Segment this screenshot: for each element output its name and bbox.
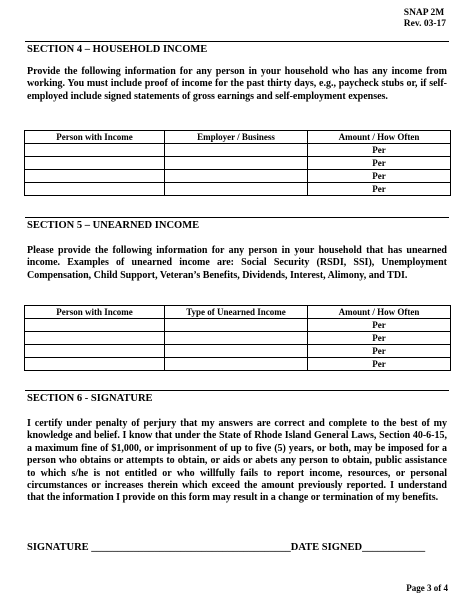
unearned-income-table [24, 305, 451, 371]
section4-title: SECTION 4 – HOUSEHOLD INCOME [27, 44, 208, 55]
form-header [404, 8, 446, 30]
table-row [25, 157, 451, 170]
amount-field[interactable]: Per [308, 157, 451, 170]
employer-field[interactable] [165, 144, 308, 157]
person-field[interactable] [25, 358, 165, 371]
employer-field[interactable] [165, 157, 308, 170]
amount-field[interactable]: Per [308, 345, 451, 358]
table-row [25, 183, 451, 196]
column-header: Amount / How Often [308, 306, 451, 319]
column-header: Person with Income [25, 131, 165, 144]
section-divider [25, 390, 449, 391]
income-type-field[interactable] [165, 332, 308, 345]
employer-field[interactable] [165, 183, 308, 196]
income-type-field[interactable] [165, 358, 308, 371]
date-signed-field[interactable]: ____________ [362, 542, 426, 553]
section-divider [25, 217, 449, 218]
date-signed-label: DATE SIGNED [290, 542, 363, 553]
column-header: Person with Income [25, 306, 165, 319]
certification-statement: I certify under penalty of perjury that my answers are correct and complete to the best of my knowledge and belief. I know that under the State of Rhode Island General Laws, Section 40-6-15, a maximum fine of $1,000, or imprisonment of up to five (5) years, or both, may be imposed for a person who obtains or attempts to obtain, or aids or abets any person to obtain, public assistance to which s/he is not entitled or who willfully fails to report income, resources, or personal circumstances or increases therein which exceed the amount previously reported. I understand that the information I provide on this form may result in a change or termination of my benefits. [27, 418, 447, 504]
amount-field[interactable]: Per [308, 183, 451, 196]
table-header-row [25, 131, 451, 144]
form-id: SNAP 2M [403, 8, 445, 18]
person-field[interactable] [25, 332, 165, 345]
person-field[interactable] [25, 170, 165, 183]
table-row [25, 319, 451, 332]
person-field[interactable] [25, 157, 165, 170]
table-row [25, 144, 451, 157]
signature-row [27, 542, 425, 553]
person-field[interactable] [25, 183, 165, 196]
signature-field[interactable]: ______________________________________ [91, 542, 291, 553]
amount-field[interactable]: Per [308, 332, 451, 345]
employer-field[interactable] [165, 170, 308, 183]
amount-field[interactable]: Per [308, 170, 451, 183]
person-field[interactable] [25, 144, 165, 157]
table-row [25, 170, 451, 183]
section6-title: SECTION 6 - SIGNATURE [27, 393, 153, 404]
table-row [25, 332, 451, 345]
table-row [25, 345, 451, 358]
table-header-row [25, 306, 451, 319]
amount-field[interactable]: Per [308, 144, 451, 157]
income-type-field[interactable] [165, 319, 308, 332]
amount-field[interactable]: Per [308, 358, 451, 371]
column-header: Amount / How Often [308, 131, 451, 144]
amount-field[interactable]: Per [308, 319, 451, 332]
section5-instructions: Please provide the following information for any person in your household that has unearned income. Examples of unearned income are: Social Security (RSDI, SSI), Unemployment Compensation, Child Support, Veteran’s Benefits, Dividends, Interest, Alimony, and TDI. [27, 245, 447, 281]
column-header: Employer / Business [165, 131, 308, 144]
page-number: Page 3 of 4 [406, 583, 448, 593]
table-row [25, 358, 451, 371]
section4-instructions: Provide the following information for any person in your household who has any income from working. You must include proof of income for the past thirty days, e.g., paycheck stubs or, if self-employed include signed statements of gross earnings and self-employment expenses. [27, 66, 447, 102]
column-header: Type of Unearned Income [165, 306, 308, 319]
signature-label: SIGNATURE [27, 542, 89, 553]
household-income-table [24, 130, 451, 196]
section5-title: SECTION 5 – UNEARNED INCOME [27, 220, 200, 231]
person-field[interactable] [25, 319, 165, 332]
section-divider [25, 41, 449, 42]
person-field[interactable] [25, 345, 165, 358]
form-revision: Rev. 03-17 [403, 19, 446, 29]
income-type-field[interactable] [165, 345, 308, 358]
